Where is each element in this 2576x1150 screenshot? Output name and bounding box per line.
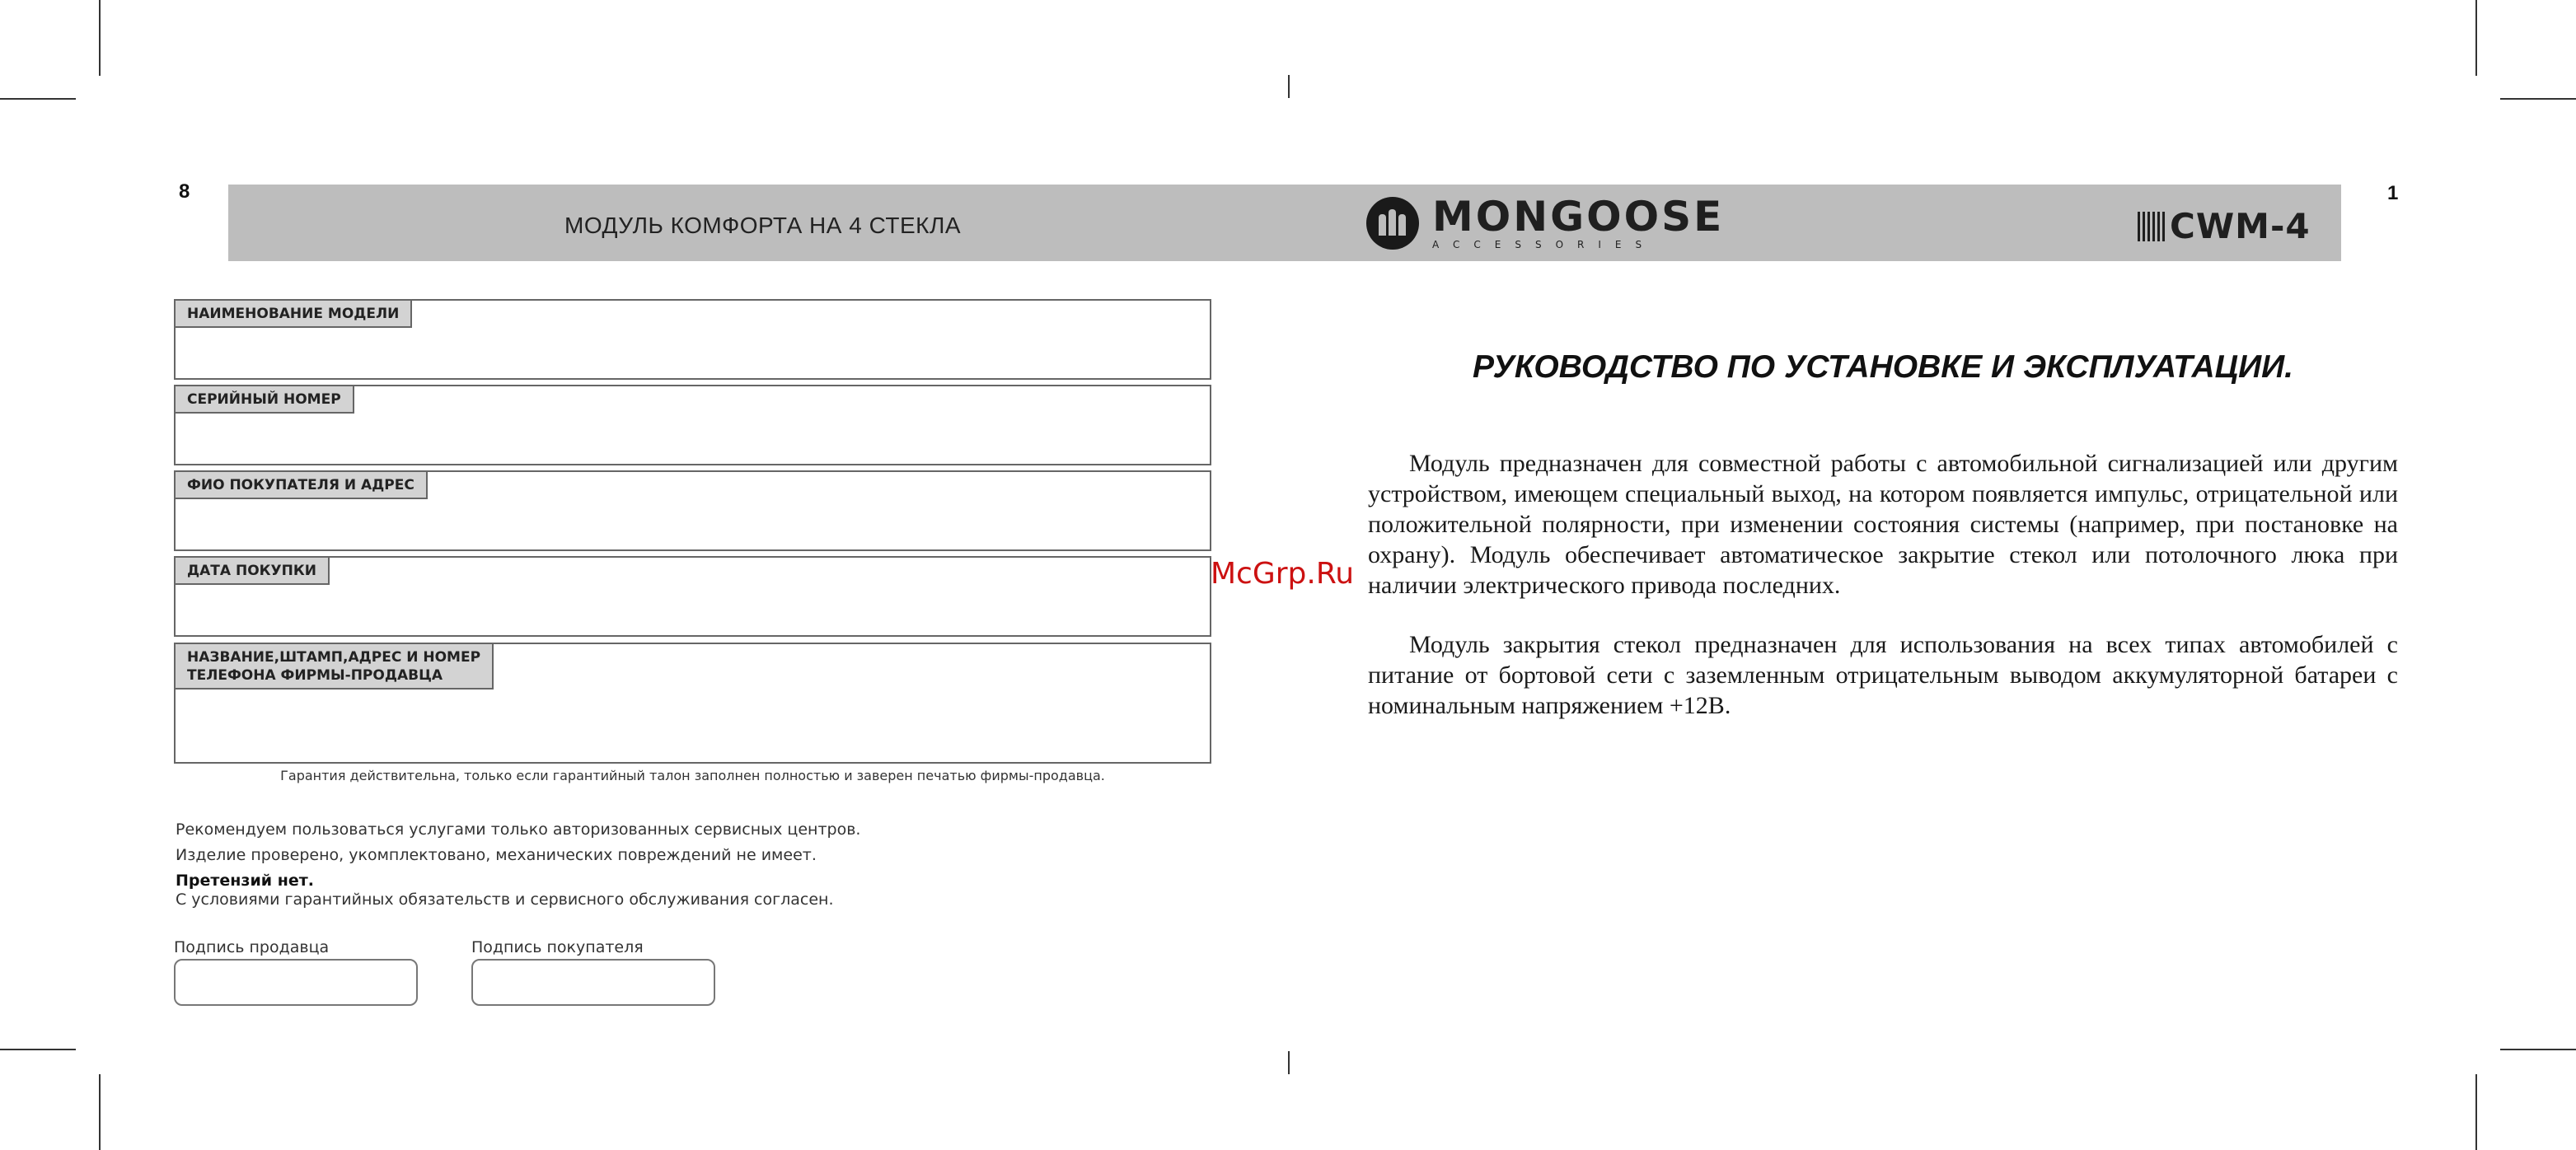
field-label: СЕРИЙНЫЙ НОМЕР bbox=[174, 385, 354, 414]
manual-paragraph: Модуль предназначен для совместной работы с автомобильной сигнализацией или другим устройством, имеющем специальный выход, на котором появляется импульс, отрицательной или положительной полярности, при изменении состояния системы (например, при постановке на охрану). Модуль обеспечивает автоматическое закрытие стекол или потолочного люка при наличии электрического привода последних. bbox=[1368, 450, 2398, 599]
fold-mark bbox=[1288, 75, 1290, 98]
seller-signature-label: Подпись продавца bbox=[174, 938, 330, 956]
crop-mark bbox=[0, 1049, 76, 1050]
header-band bbox=[228, 185, 2341, 261]
fold-mark bbox=[1288, 1051, 1290, 1074]
field-label: ДАТА ПОКУПКИ bbox=[174, 556, 330, 585]
seller-signature-box[interactable] bbox=[174, 959, 418, 1006]
field-label: НАИМЕНОВАНИЕ МОДЕЛИ bbox=[174, 299, 412, 328]
field-purchase-date[interactable] bbox=[174, 556, 1211, 637]
brand-name: MONGOOSE bbox=[1432, 193, 1725, 241]
crop-mark bbox=[99, 1074, 101, 1150]
buyer-signature-label: Подпись покупателя bbox=[471, 938, 644, 956]
terms-line: Рекомендуем пользоваться услугами только авторизованных сервисных центров. bbox=[176, 820, 861, 839]
model-name: CWM-4 bbox=[2170, 206, 2311, 246]
field-label: НАЗВАНИЕ,ШТАМП,АДРЕС И НОМЕР ТЕЛЕФОНА ФИРМЫ-ПРОДАВЦА bbox=[174, 643, 494, 690]
terms-line: С условиями гарантийных обязательств и сервисного обслуживания согласен. bbox=[176, 891, 834, 909]
field-buyer-name-address[interactable] bbox=[174, 470, 1211, 551]
manual-title: РУКОВОДСТВО ПО УСТАНОВКЕ И ЭКСПЛУАТАЦИИ. bbox=[1472, 349, 2294, 385]
field-seller-stamp[interactable] bbox=[174, 643, 1211, 764]
barcode-icon bbox=[2138, 212, 2165, 241]
crop-mark bbox=[0, 98, 76, 100]
warranty-note: Гарантия действительна, только если гарантийный талон заполнен полностью и заверен печатью фирмы-продавца. bbox=[280, 768, 1105, 783]
model-mark bbox=[2138, 206, 2311, 246]
manual-paragraph: Модуль закрытия стекол предназначен для использования на всех типах автомобилей с питание от бортовой сети с заземленным отрицательным выводом аккумуляторной батареи с номинальным напряжением +12В. bbox=[1368, 631, 2398, 719]
page-number-left: 8 bbox=[179, 180, 190, 203]
header-title: МОДУЛЬ КОМФОРТА НА 4 СТЕКЛА bbox=[564, 213, 962, 238]
watermark: McGrp.Ru bbox=[1211, 557, 1355, 591]
crop-mark bbox=[99, 0, 101, 76]
brand-logo bbox=[1366, 195, 1724, 251]
buyer-signature-box[interactable] bbox=[471, 959, 715, 1006]
terms-line: Изделие проверено, укомплектовано, механических повреждений не имеет. bbox=[176, 846, 817, 864]
field-serial-number[interactable] bbox=[174, 385, 1211, 465]
field-label: ФИО ПОКУПАТЕЛЯ И АДРЕС bbox=[174, 470, 428, 499]
crop-mark bbox=[2475, 1074, 2477, 1150]
crop-mark bbox=[2475, 0, 2477, 76]
field-model-name[interactable] bbox=[174, 299, 1211, 380]
mongoose-logo-icon bbox=[1366, 197, 1419, 250]
page-number-right: 1 bbox=[2387, 182, 2399, 204]
crop-mark bbox=[2500, 1049, 2576, 1050]
brand-subtitle: ACCESSORIES bbox=[1432, 239, 1656, 250]
terms-no-claims: Претензий нет. bbox=[176, 872, 314, 890]
crop-mark bbox=[2500, 98, 2576, 100]
